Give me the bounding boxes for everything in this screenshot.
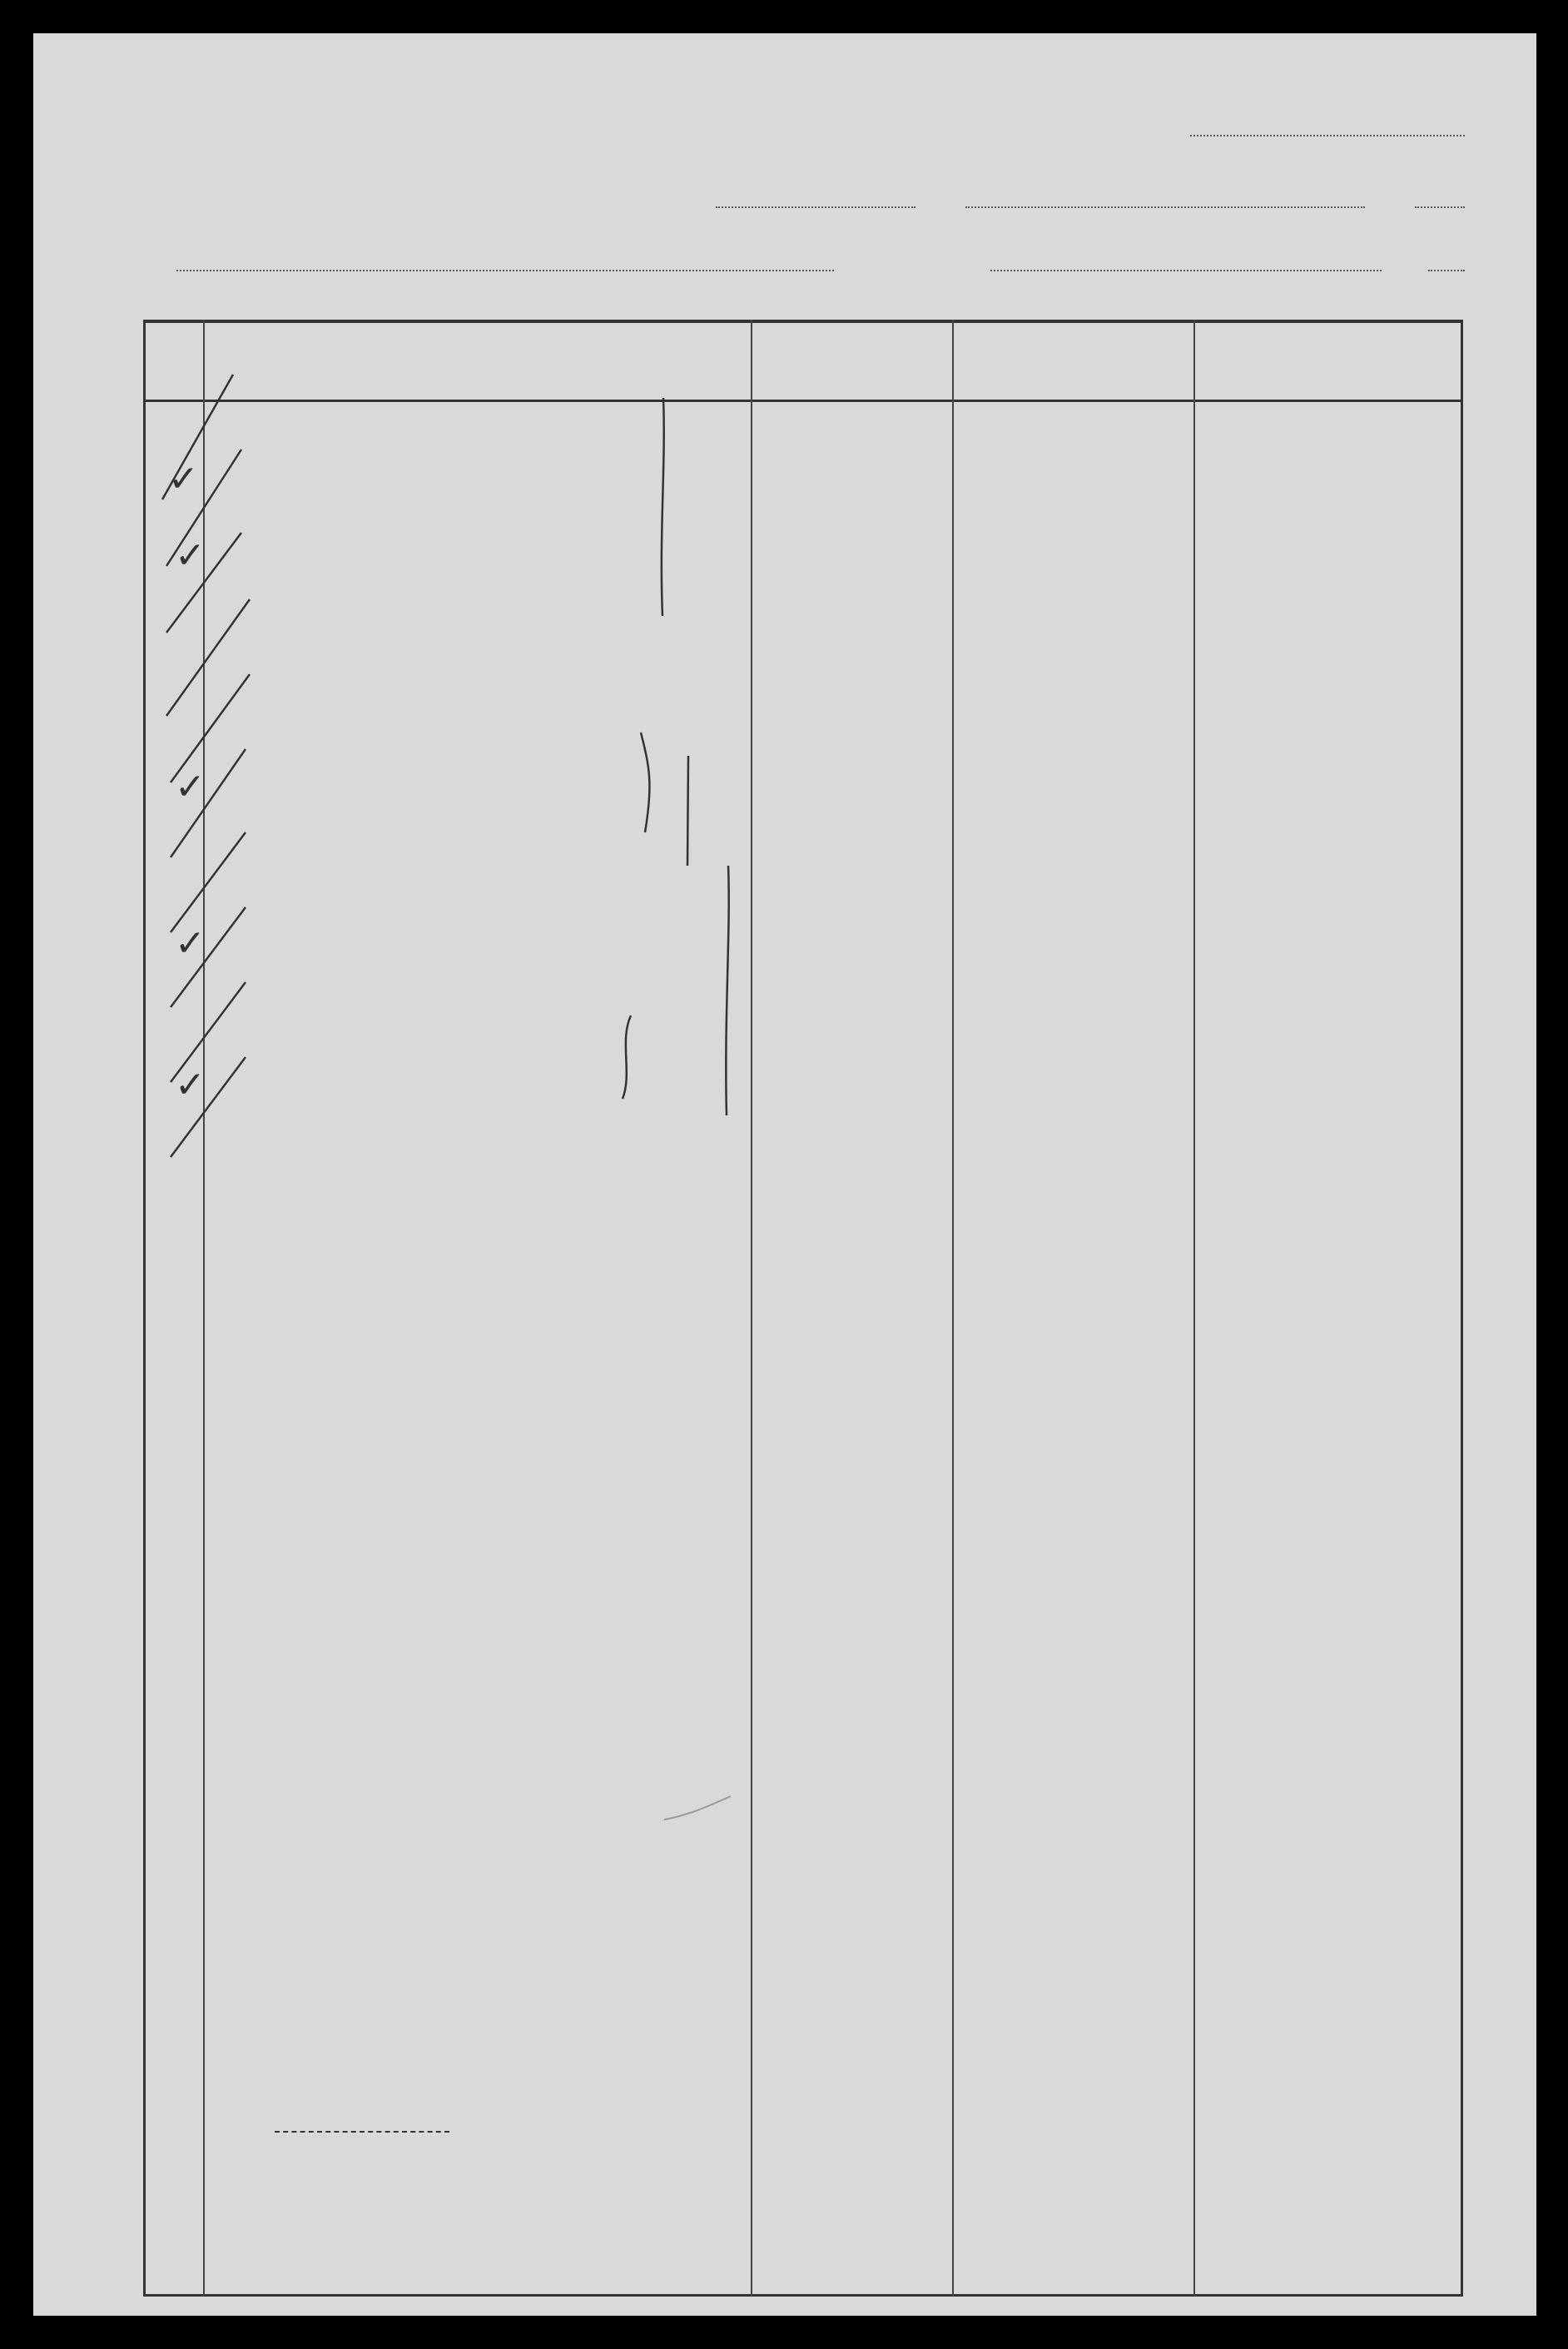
- total-rule: [275, 2131, 449, 2133]
- manifest-sheet: [33, 33, 1536, 2316]
- check-mark-2: ✓: [175, 534, 206, 577]
- handwriting-strokes: [33, 33, 1536, 2316]
- check-mark-5: ✓: [175, 766, 206, 808]
- check-mark-9: ✓: [175, 1064, 206, 1106]
- check-mark-7: ✓: [175, 922, 206, 965]
- check-mark-1: ✓: [168, 458, 199, 500]
